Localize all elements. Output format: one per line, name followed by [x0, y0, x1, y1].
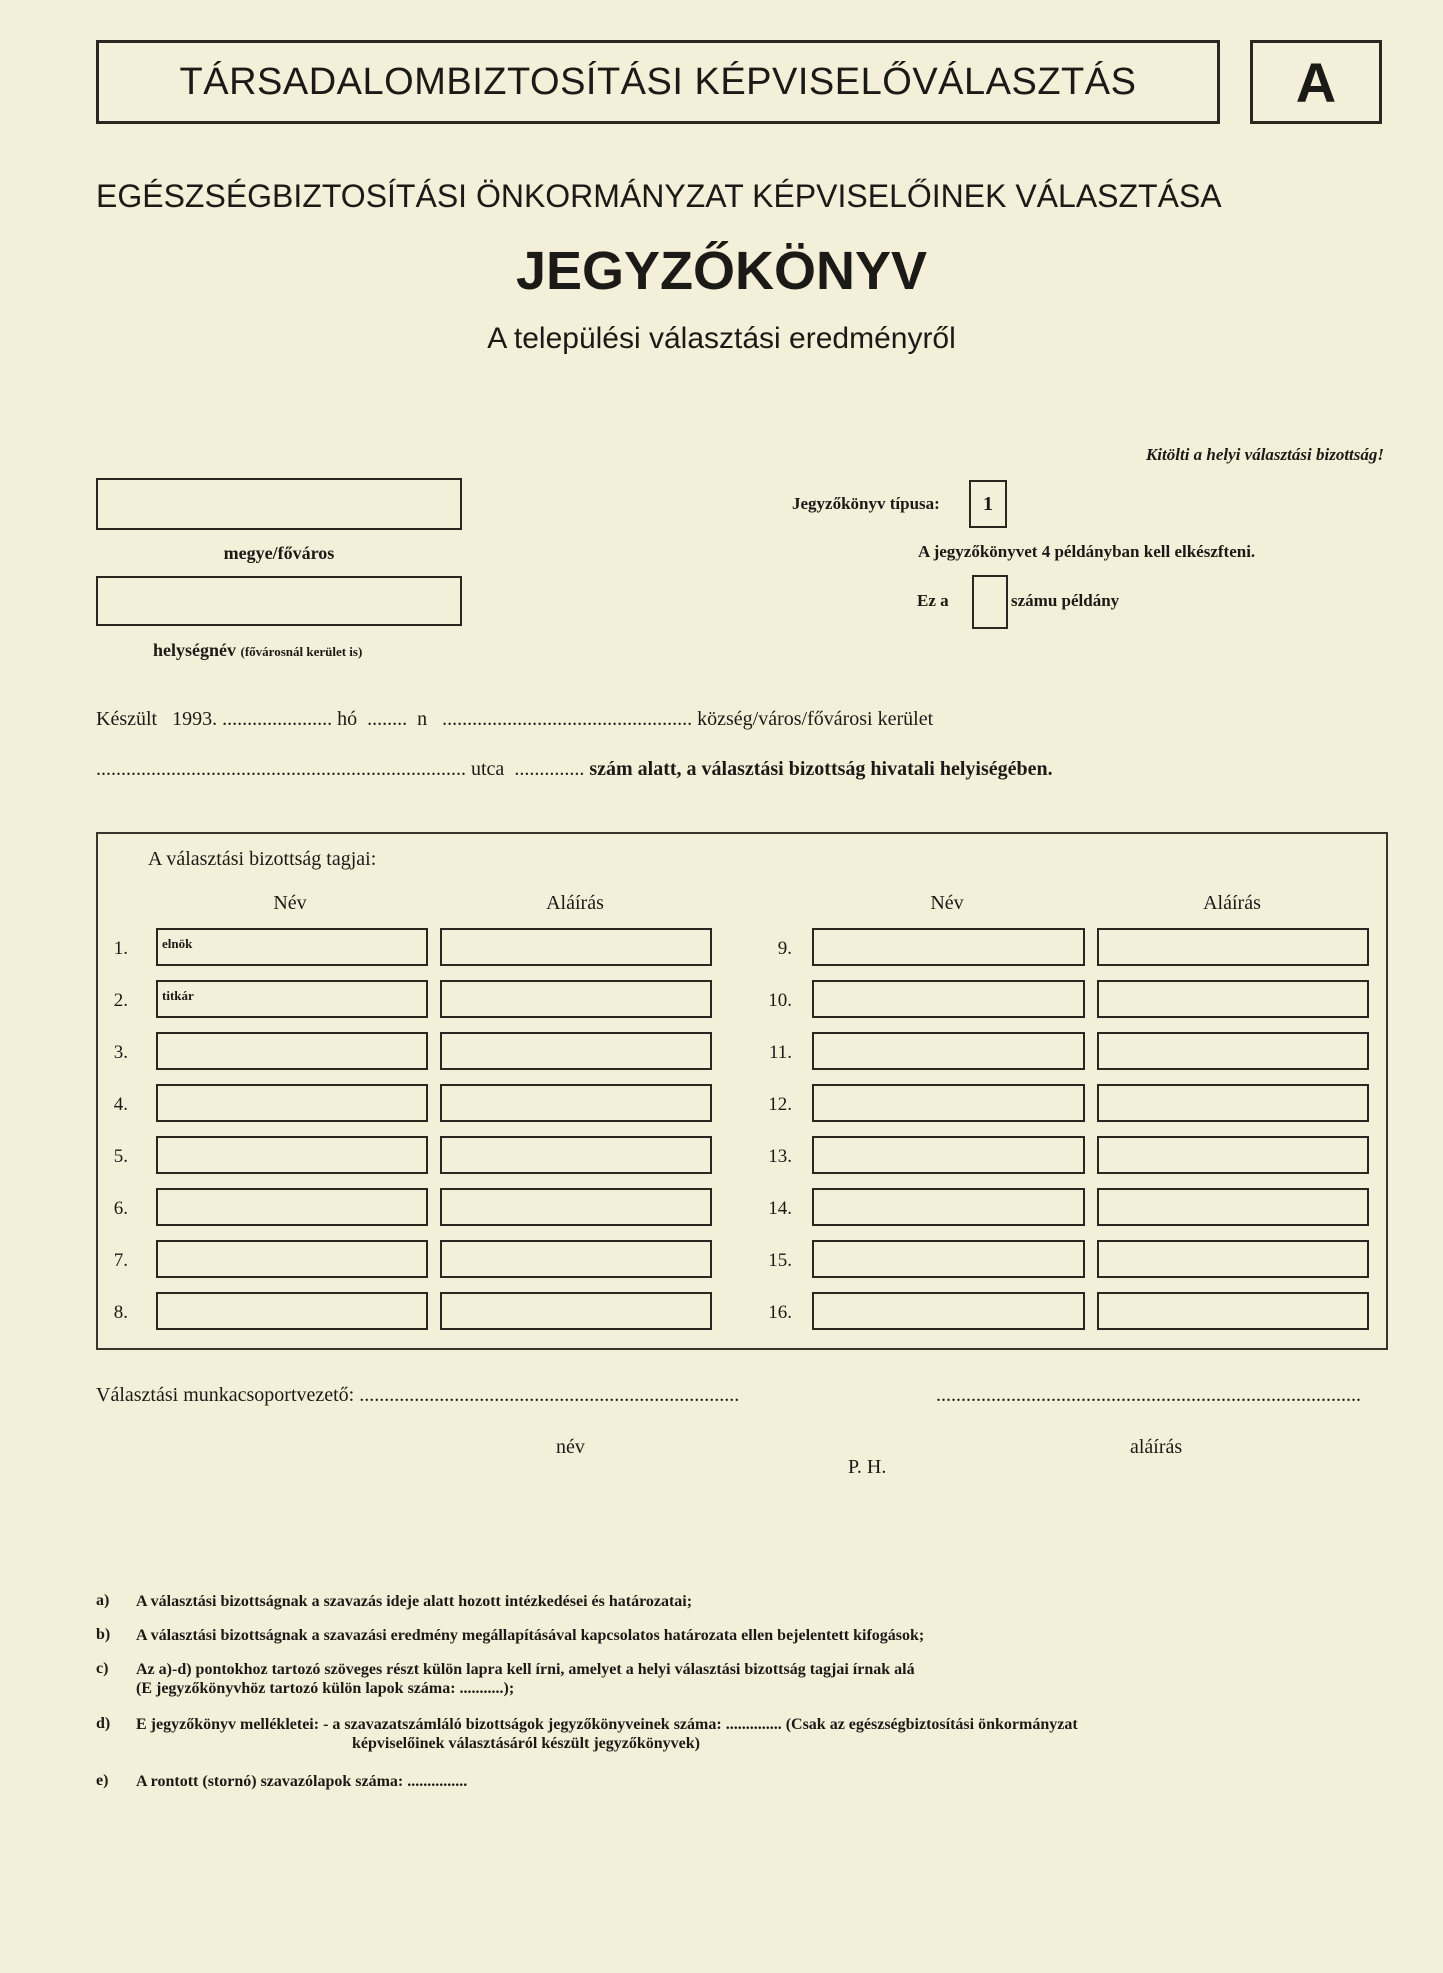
stamp-mark: P. H. — [848, 1456, 887, 1478]
member-signature-field[interactable] — [1097, 928, 1369, 966]
member-signature-field[interactable] — [1097, 1032, 1369, 1070]
row-number: 12. — [768, 1094, 792, 1115]
leader-sign-caption: aláírás — [1130, 1436, 1183, 1458]
made-place: község/város/fővárosi kerület — [697, 708, 934, 730]
member-name-field[interactable] — [812, 1292, 1085, 1330]
footnote-text: A választási bizottságnak a szavazási eredmény megállapításával kapcsolatos határozata ellen bejelentett kifogások; — [136, 1627, 925, 1644]
footnote-text: E jegyzőkönyv mellékletei: - a szavazatszámláló bizottságok jegyzőkönyveinek száma: .............. (Csak az egészségbiztosítási önkormányzat — [136, 1716, 1078, 1733]
county-field[interactable] — [96, 478, 462, 530]
committee-title: A választási bizottság tagjai: — [148, 848, 377, 870]
footnote-text: Az a)-d) pontokhoz tartozó szöveges részt külön lapra kell írni, amelyet a helyi választási bizottság tagjai írnak alá — [136, 1661, 915, 1678]
protocol-type-value: 1 — [983, 492, 993, 515]
col-sign-left: Aláírás — [546, 892, 604, 914]
member-signature-field[interactable] — [1097, 1136, 1369, 1174]
footnote-text: A rontott (stornó) szavazólapok száma: ............... — [136, 1773, 468, 1790]
row-number: 11. — [768, 1042, 792, 1063]
row-number: 8. — [113, 1302, 128, 1323]
col-name-left: Név — [273, 892, 307, 914]
member-name-field[interactable]: titkár — [156, 980, 428, 1018]
made-street: utca — [471, 758, 505, 780]
member-signature-field[interactable] — [440, 1188, 712, 1226]
made-dots-4[interactable]: .......................................................................... — [96, 758, 466, 780]
footnote-letter: a) — [96, 1592, 110, 1609]
row-number: 13. — [768, 1146, 792, 1167]
member-name-field[interactable]: elnök — [156, 928, 428, 966]
copy-suffix: számu példány — [1011, 591, 1120, 610]
member-signature-field[interactable] — [1097, 1084, 1369, 1122]
made-line-2 — [96, 758, 1053, 781]
member-name-field[interactable] — [156, 1188, 428, 1226]
settlement-label: helységnév — [153, 640, 236, 660]
member-name-field[interactable] — [812, 928, 1085, 966]
settlement-label-line — [153, 640, 362, 661]
copy-prefix: Ez a — [917, 591, 949, 610]
filled-by-note: Kitölti a helyi választási bizottság! — [1145, 445, 1384, 464]
member-signature-field[interactable] — [1097, 1292, 1369, 1330]
row-number: 2. — [113, 990, 128, 1011]
leader-name-caption: név — [556, 1436, 585, 1458]
made-label: Készült — [96, 708, 158, 730]
settlement-note: (fővárosnál kerület is) — [240, 644, 363, 659]
form-letter: A — [1295, 50, 1337, 114]
leader-name-dots[interactable]: ............................................................................ — [359, 1384, 740, 1406]
member-name-field[interactable] — [812, 1240, 1085, 1278]
row-number: 6. — [113, 1198, 128, 1219]
member-signature-field[interactable] — [1097, 980, 1369, 1018]
member-signature-field[interactable] — [440, 1240, 712, 1278]
member-signature-field[interactable] — [440, 1136, 712, 1174]
footnote-text: A választási bizottságnak a szavazás ideje alatt hozott intézkedései és határozatai; — [136, 1593, 693, 1610]
document-title: JEGYZŐKÖNYV — [515, 241, 928, 301]
row-number: 5. — [113, 1146, 128, 1167]
footnote-text: (E jegyzőkönyvhöz tartozó külön lapok száma: ...........); — [136, 1680, 515, 1697]
member-name-field[interactable] — [812, 1032, 1085, 1070]
member-name-field[interactable] — [812, 1136, 1085, 1174]
made-line-2-end: szám alatt, a választási bizottság hivatali helyiségében. — [589, 758, 1053, 780]
col-sign-right: Aláírás — [1203, 892, 1261, 914]
made-dots-5[interactable]: .............. — [514, 758, 585, 780]
made-dots-3[interactable]: .................................................. — [442, 708, 693, 730]
row-number: 7. — [113, 1250, 128, 1271]
footnote-text: képviselőinek választásáról készült jegyzőkönyvek) — [352, 1735, 700, 1752]
copy-number-box[interactable] — [972, 575, 1008, 629]
form-letter-box — [1250, 40, 1382, 124]
member-signature-field[interactable] — [440, 1292, 712, 1330]
leader-label: Választási munkacsoportvezető: — [96, 1384, 355, 1406]
member-name-field[interactable] — [156, 1084, 428, 1122]
made-line-1 — [96, 708, 933, 731]
leader-sign-dots[interactable]: ..................................................................................... — [936, 1384, 1361, 1406]
document-subtitle: A települési választási eredményről — [487, 322, 956, 355]
member-name-field[interactable] — [812, 980, 1085, 1018]
member-name-field[interactable] — [812, 1084, 1085, 1122]
member-signature-field[interactable] — [440, 980, 712, 1018]
member-signature-field[interactable] — [440, 1032, 712, 1070]
col-name-right: Név — [930, 892, 964, 914]
member-name-field[interactable] — [156, 1292, 428, 1330]
row-number: 1. — [113, 938, 128, 959]
form-subtitle: EGÉSZSÉGBIZTOSÍTÁSI ÖNKORMÁNYZAT KÉPVISELŐINEK VÁLASZTÁSA — [96, 178, 1222, 214]
copies-note: A jegyzőkönyvet 4 példányban kell elkészfteni. — [918, 542, 1256, 561]
made-dots-2[interactable]: ........ — [367, 708, 408, 730]
county-label: megye/főváros — [223, 543, 335, 563]
footnote-letter: c) — [96, 1660, 109, 1677]
row-number: 4. — [113, 1094, 128, 1115]
protocol-type-label: Jegyzőkönyv típusa: — [792, 494, 940, 513]
row-number: 14. — [768, 1198, 792, 1219]
row-number: 3. — [113, 1042, 128, 1063]
form-title-box — [96, 40, 1220, 124]
protocol-type-box — [969, 480, 1007, 528]
footnote-letter: e) — [96, 1772, 109, 1789]
made-year: 1993. — [172, 708, 218, 730]
made-dots-1[interactable]: ...................... — [222, 708, 333, 730]
made-day: n — [417, 708, 428, 730]
leader-line — [96, 1384, 739, 1407]
footnote-letter: b) — [96, 1626, 111, 1643]
footnote-letter: d) — [96, 1715, 111, 1732]
settlement-field[interactable] — [96, 576, 462, 626]
member-name-field[interactable] — [812, 1188, 1085, 1226]
row-number: 9. — [777, 938, 792, 959]
member-signature-field[interactable] — [440, 928, 712, 966]
member-name-field[interactable] — [156, 1240, 428, 1278]
member-signature-field[interactable] — [440, 1084, 712, 1122]
made-month: hó — [337, 708, 358, 730]
member-name-field[interactable] — [156, 1136, 428, 1174]
member-signature-field[interactable] — [1097, 1188, 1369, 1226]
member-name-field[interactable] — [156, 1032, 428, 1070]
form-title: TÁRSADALOMBIZTOSÍTÁSI KÉPVISELŐVÁLASZTÁS — [179, 60, 1137, 103]
row-number: 10. — [768, 990, 792, 1011]
row-number: 16. — [768, 1302, 792, 1323]
member-signature-field[interactable] — [1097, 1240, 1369, 1278]
row-number: 15. — [768, 1250, 792, 1271]
